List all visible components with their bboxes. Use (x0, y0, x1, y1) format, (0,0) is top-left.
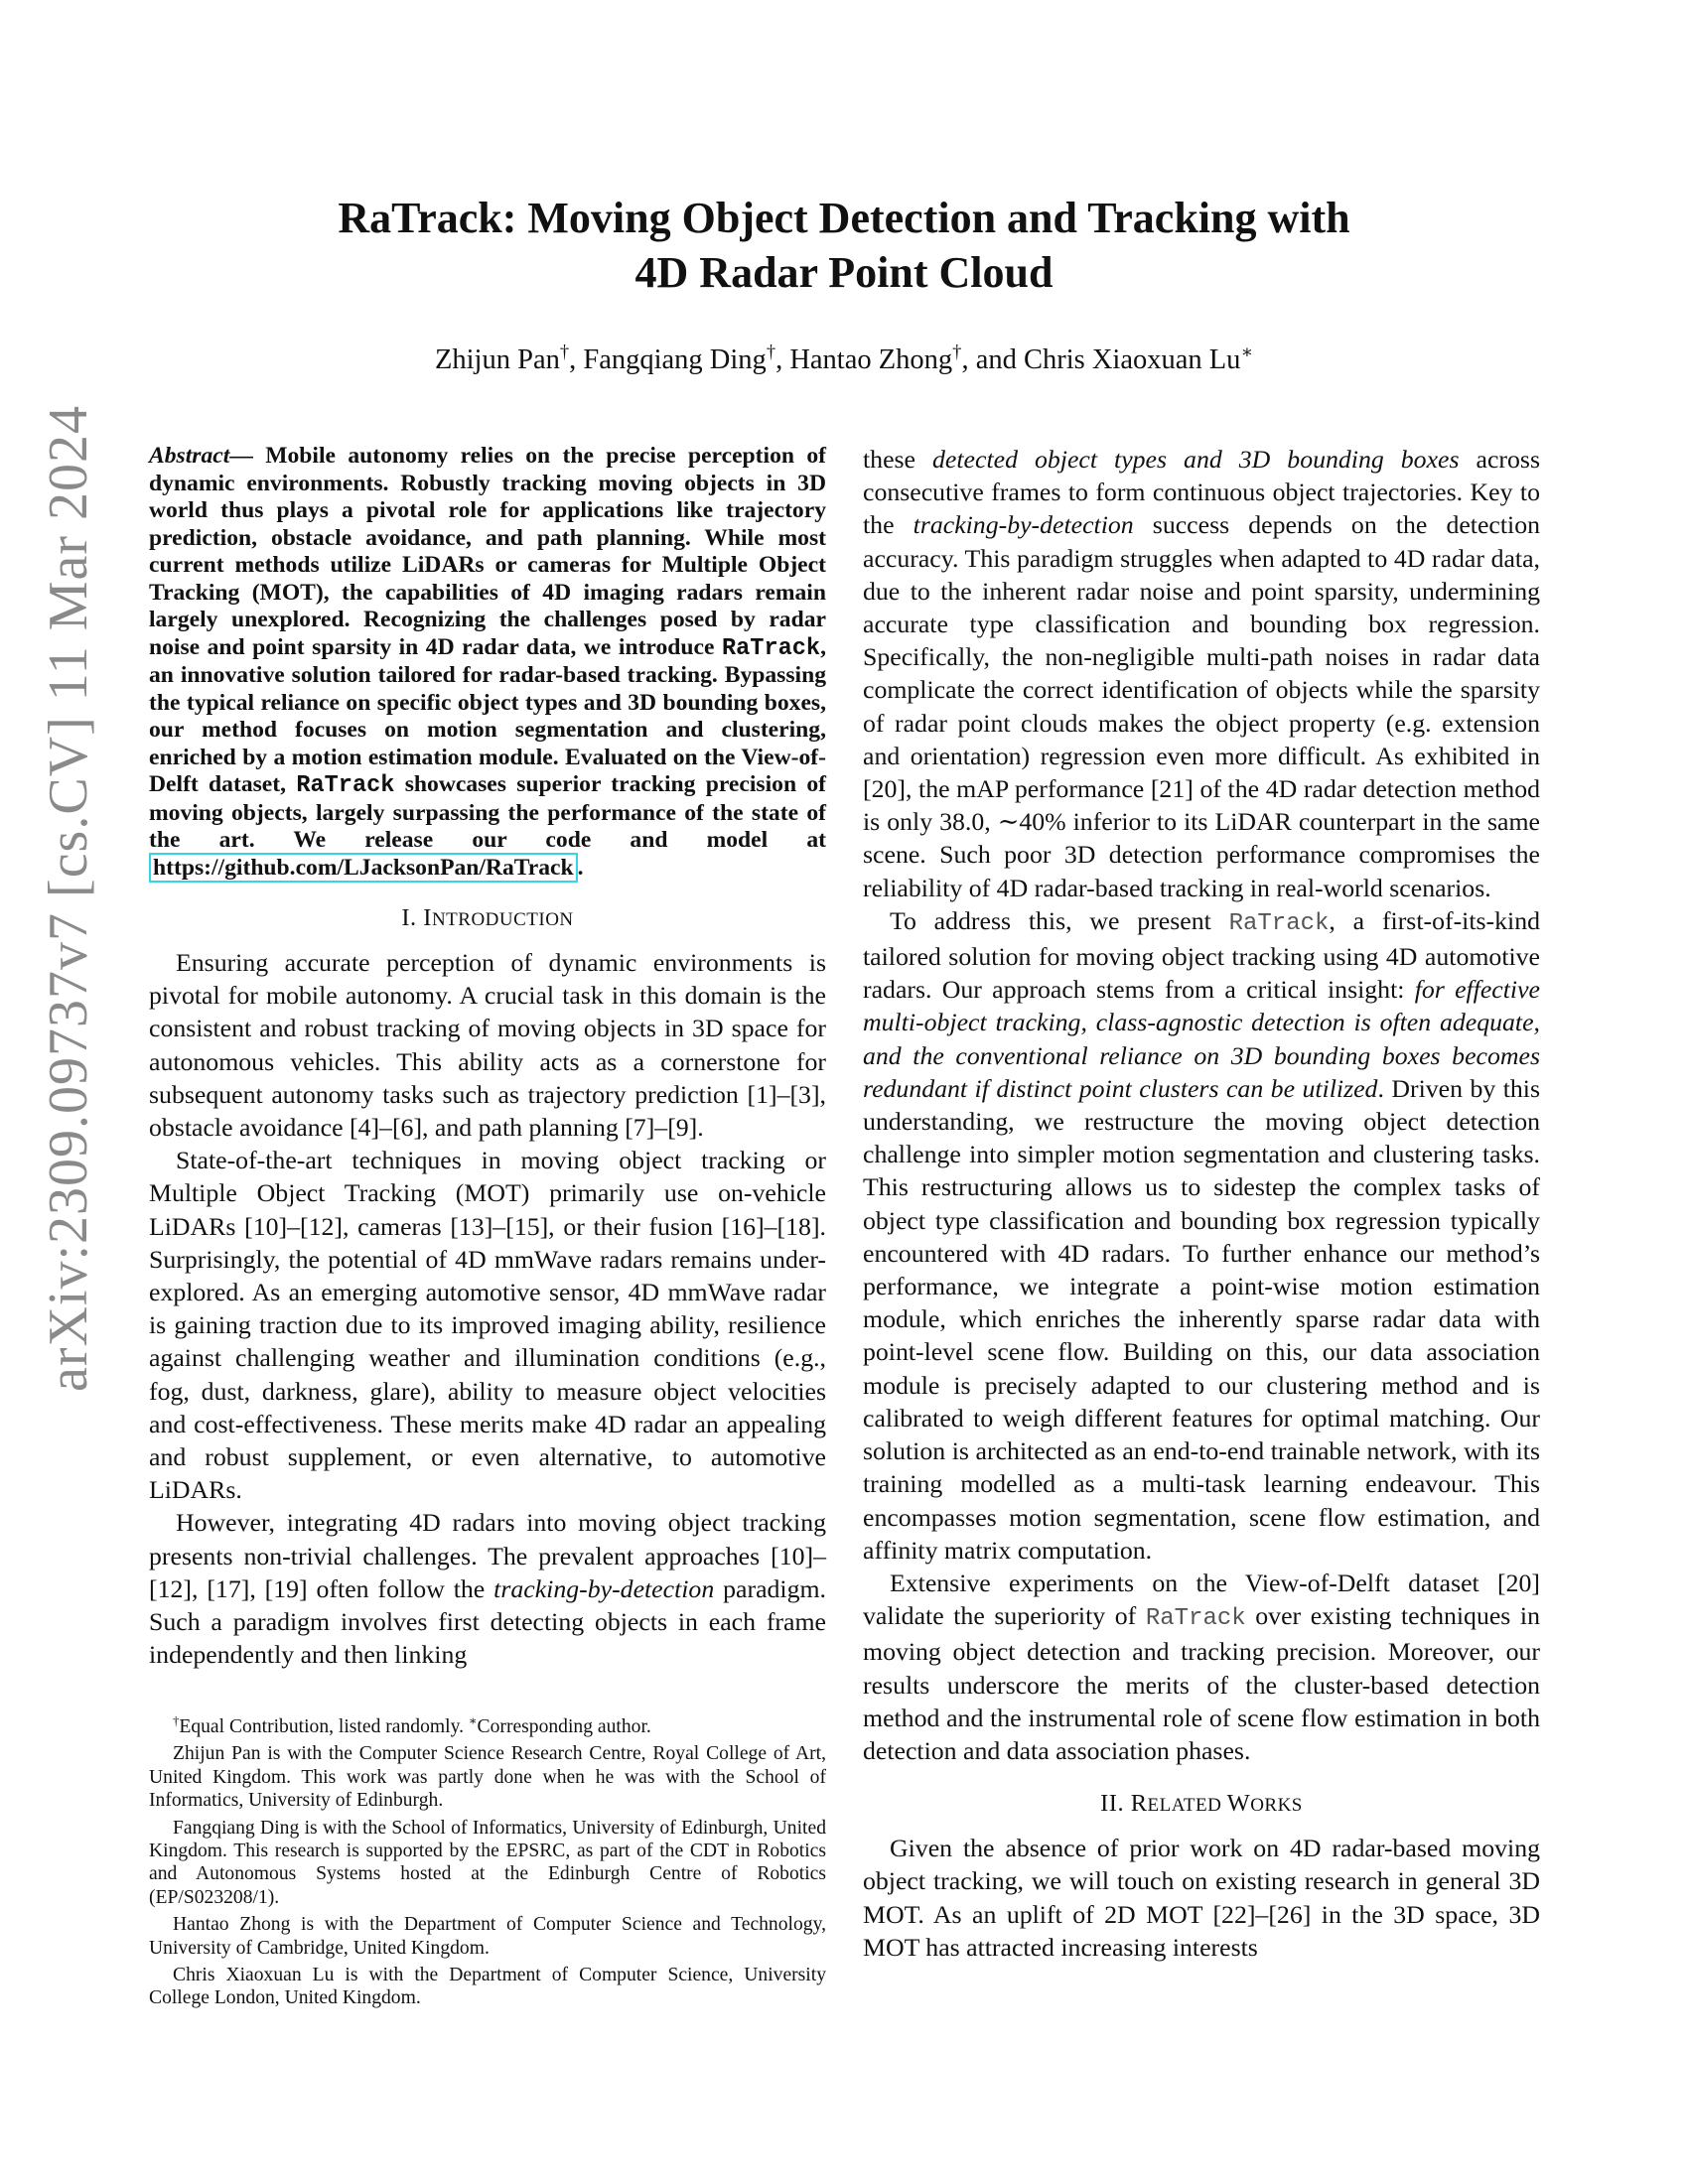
author-3: Hantao Zhong (789, 344, 953, 375)
author-2: Fangqiang Ding (583, 344, 767, 375)
paragraph: However, integrating 4D radars into moving object tracking presents non-trivial challenges. The prevalent approaches [10]–[12], [17], [19] often follow the tracking-by-detection paradigm. Such a paradigm involves first detecting objects in each frame independently and then linking (149, 1508, 826, 1670)
paragraph: Given the absence of prior work on 4D radar-based moving object tracking, we will touch on existing research in general 3D MOT. As an uplift of 2D MOT [22]–[26] in the 3D space, 3D MOT has attracted increasing interests (863, 1834, 1540, 1962)
arxiv-sidebar-stamp (38, 208, 99, 1588)
paragraph: To address this, we present RaTrack, a first-of-its-kind tailored solution for moving object tracking using 4D automotive radars. Our approach stems from a critical insight: for effective multi-object tracking, class-agnostic detection is often adequate, and the conventional reliance on 3D bounding boxes becomes redundant if distinct point clusters can be utilized. Driven by this understanding, we restructure the moving object detection challenge into simpler motion segmentation and clustering tasks. This restructuring allows us to sidestep the complex tasks of object type classification and bounding box regression typically encountered with 4D radars. To further enhance our method’s performance, we integrate a point-wise motion estimation module, which enriches the inherently sparse radar data with point-level scene flow. Building on this, our data association module is precisely adapted to our clustering method and is calibrated to weigh different features for optimal matching. Our solution is architected as an end-to-end trainable network, with its training modelled as a multi-task learning endeavour. This encompasses motion segmentation, scene flow estimation, and affinity matrix computation. (863, 905, 1540, 1565)
section-heading-related-works: II. RELATED WORKS (1100, 1790, 1303, 1818)
paragraph: Extensive experiments on the View-of-Delft dataset [20] validate the superiority of RaTrack over existing techniques in moving object detection and tracking precision. Moreover, our results underscore the merits of the cluster-based detection method and the instrumental role of scene flow estimation in both detection and data association phases. (863, 1568, 1540, 1765)
title-line-2: 4D Radar Point Cloud (634, 248, 1054, 297)
footnote: Fangqiang Ding is with the School of Informatics, University of Edinburgh, United Kingdom. This research is supported by the EPSRC, as part of the CDT in Robotics and Autonomous Systems hosted at the Edinburgh Centre of Robotics (EP/S023208/1). (149, 1817, 826, 1908)
method-name: RaTrack (296, 772, 395, 799)
abstract: Abstract— Mobile autonomy relies on the precise perception of dynamic environments. Robustly tracking moving objects in 3D world thus plays a pivotal role for applications like trajectory prediction, obstacle avoidance, and path planning. While most current methods utilize LiDARs or cameras for Multiple Object Tracking (MOT), the capabilities of 4D imaging radars remain largely unexplored. Recognizing the challenges posed by radar noise and point sparsity in 4D radar data, we introduce RaTrack, an innovative solution tailored for radar-based tracking. Bypassing the typical reliance on specific object types and 3D bounding boxes, our method focuses on motion segmentation and clustering, enriched by a motion estimation module. Evaluated on the View-of-Delft dataset, RaTrack showcases superior tracking precision of moving objects, largely surpassing the performance of the state of the art. We release our code and model at https://github.com/LJacksonPan/RaTrack . (149, 443, 826, 881)
abstract-label: Abstract (149, 443, 230, 469)
method-name: RaTrack (1145, 1605, 1246, 1633)
title-line-1: RaTrack: Moving Object Detection and Tracking with (338, 194, 1350, 242)
paper-title (149, 191, 1539, 300)
code-repo-link[interactable]: https://github.com/LJacksonPan/RaTrack (149, 853, 578, 883)
left-column (149, 443, 826, 1671)
paragraph: Ensuring accurate perception of dynamic environments is pivotal for mobile autonomy. A crucial task in this domain is the consistent and robust tracking of moving objects in 3D space for autonomous vehicles. This ability acts as a cornerstone for subsequent autonomy tasks such as trajectory prediction [1]–[3], obstacle avoidance [4]–[6], and path planning [7]–[9]. (149, 948, 826, 1143)
author-4: Chris Xiaoxuan Lu (1023, 344, 1241, 375)
section-heading-introduction: I. INTRODUCTION (401, 904, 574, 931)
footnote: †Equal Contribution, listed randomly. ∗Corresponding author. (173, 1713, 651, 1737)
author-1: Zhijun Pan (434, 344, 560, 375)
right-column (863, 443, 1540, 1964)
method-name: RaTrack (1228, 909, 1330, 937)
author-list: Zhijun Pan†, Fangqiang Ding†, Hantao Zhong†, and Chris Xiaoxuan Lu∗ (434, 341, 1254, 375)
arxiv-id: arXiv:2309.09737v7 [cs.CV] 11 Mar 2024 (38, 404, 99, 1393)
paragraph: State-of-the-art techniques in moving object tracking or Multiple Object Tracking (MOT) primarily use on-vehicle LiDARs [10]–[12], cameras [13]–[15], or their fusion [16]–[18]. Surprisingly, the potential of 4D mmWave radars remains under-explored. As an emerging automotive sensor, 4D mmWave radar is gaining traction due to its improved imaging ability, resilience against challenging weather and illumination conditions (e.g., fog, dust, darkness, glare), ability to measure object velocities and cost-effectiveness. These merits make 4D radar an appealing and robust supplement, or even alternative, to automotive LiDARs. (149, 1146, 826, 1505)
method-name: RaTrack (721, 634, 821, 662)
footnote: Hantao Zhong is with the Department of Computer Science and Technology, University of Cambridge, United Kingdom. (149, 1914, 826, 1959)
footnote: Zhijun Pan is with the Computer Science Research Centre, Royal College of Art, United Kingdom. This work was partly done when he was with the School of Informatics, University of Edinburgh. (149, 1743, 826, 1812)
footnote: Chris Xiaoxuan Lu is with the Department of Computer Science, University College London, United Kingdom. (149, 1965, 826, 2009)
footnotes (149, 1715, 826, 2014)
paragraph: these detected object types and 3D bounding boxes across consecutive frames to form continuous object trajectories. Key to the tracking-by-detection success depends on the detection accuracy. This paradigm struggles when adapted to 4D radar data, due to the inherent radar noise and point sparsity, undermining accurate type classification and bounding box regression. Specifically, the non-negligible multi-path noises in radar data complicate the correct identification of objects while the sparsity of radar point clouds makes the object property (e.g. extension and orientation) regression even more difficult. As exhibited in [20], the mAP performance [21] of the 4D radar detection method is only 38.0, ∼40% inferior to its LiDAR counterpart in the same scene. Such poor 3D detection performance compromises the reliability of 4D radar-based tracking in real-world scenarios. (863, 445, 1540, 902)
